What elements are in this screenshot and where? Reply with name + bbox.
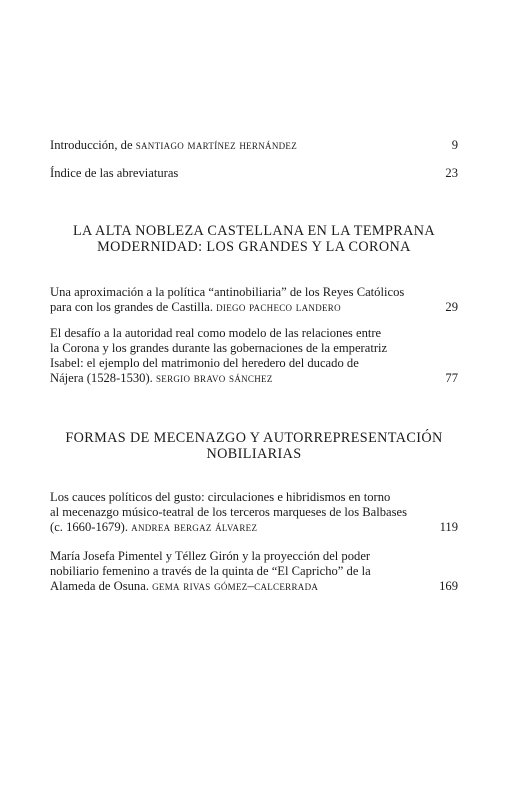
toc-entry-bravo [50, 326, 458, 386]
toc-page-number: 119 [439, 520, 458, 534]
toc-page-number: 23 [445, 166, 458, 180]
toc-entry-line: Nájera (1528-1530). [50, 371, 156, 385]
toc-entry-author: gema rivas gómez–calcerrada [152, 579, 319, 593]
section-heading-line: LA ALTA NOBLEZA CASTELLANA EN LA TEMPRANA [72, 223, 436, 239]
section-heading-line: MODERNIDAD: LOS GRANDES Y LA CORONA [97, 238, 411, 255]
toc-entry-author: diego pacheco landero [216, 300, 341, 314]
section-heading-1 [50, 224, 458, 255]
toc-page-number: 77 [445, 371, 458, 385]
toc-entry-title: Introducción, de [50, 138, 136, 152]
toc-entry-line: Los cauces políticos del gusto: circulaciones e hibridismos en torno [50, 490, 391, 504]
toc-entry-bergaz [50, 490, 458, 535]
toc-entry-abbreviations [50, 166, 458, 181]
toc-entry-author: andrea bergaz álvarez [131, 520, 258, 534]
toc-entry-author: santiago martínez hernández [135, 138, 298, 152]
toc-entry-line: al mecenazgo músico-teatral de los terceros marqueses de los Balbases [50, 505, 408, 519]
toc-entry-line: Isabel: el ejemplo del matrimonio del heredero del ducado de [50, 356, 359, 370]
toc-entry-line: para con los grandes de Castilla. [50, 300, 217, 314]
toc-entry-line: El desafío a la autoridad real como modelo de las relaciones entre [50, 326, 382, 340]
toc-entry-rivas [50, 549, 458, 594]
section-heading-line: FORMAS DE MECENAZGO Y AUTORREPRESENTACIÓN [65, 430, 443, 446]
toc-entry-text [50, 549, 430, 594]
toc-page-number: 9 [451, 138, 458, 152]
toc-entry-line: nobiliario femenino a través de la quinta de “El Capricho” de la [50, 564, 371, 578]
toc-entry-line: María Josefa Pimentel y Téllez Girón y la proyección del poder [50, 549, 371, 563]
toc-entry-line: Alameda de Osuna. [50, 579, 153, 593]
section-heading-2 [50, 431, 458, 462]
section-heading-line: NOBILIARIAS [206, 445, 302, 462]
toc-entry-pacheco [50, 285, 458, 315]
toc-entry-introduction [50, 138, 458, 153]
toc-entry-author: sergio bravo sánchez [155, 371, 273, 385]
toc-entry-text [50, 326, 430, 386]
toc-entry-line: Una aproximación a la política “antinobiliaria” de los Reyes Católicos [50, 285, 405, 299]
toc-entry-title: Índice de las abreviaturas [50, 166, 179, 180]
toc-entry-text [50, 285, 430, 315]
table-of-contents [50, 0, 458, 800]
toc-entry-line: (c. 1660-1679). [50, 520, 132, 534]
toc-entry-text [50, 490, 430, 535]
toc-entry-text [50, 138, 430, 153]
toc-entry-line: la Corona y los grandes durante las gobernaciones de la emperatriz [50, 341, 388, 355]
toc-page-number: 29 [445, 300, 458, 314]
toc-page-number: 169 [439, 579, 458, 593]
